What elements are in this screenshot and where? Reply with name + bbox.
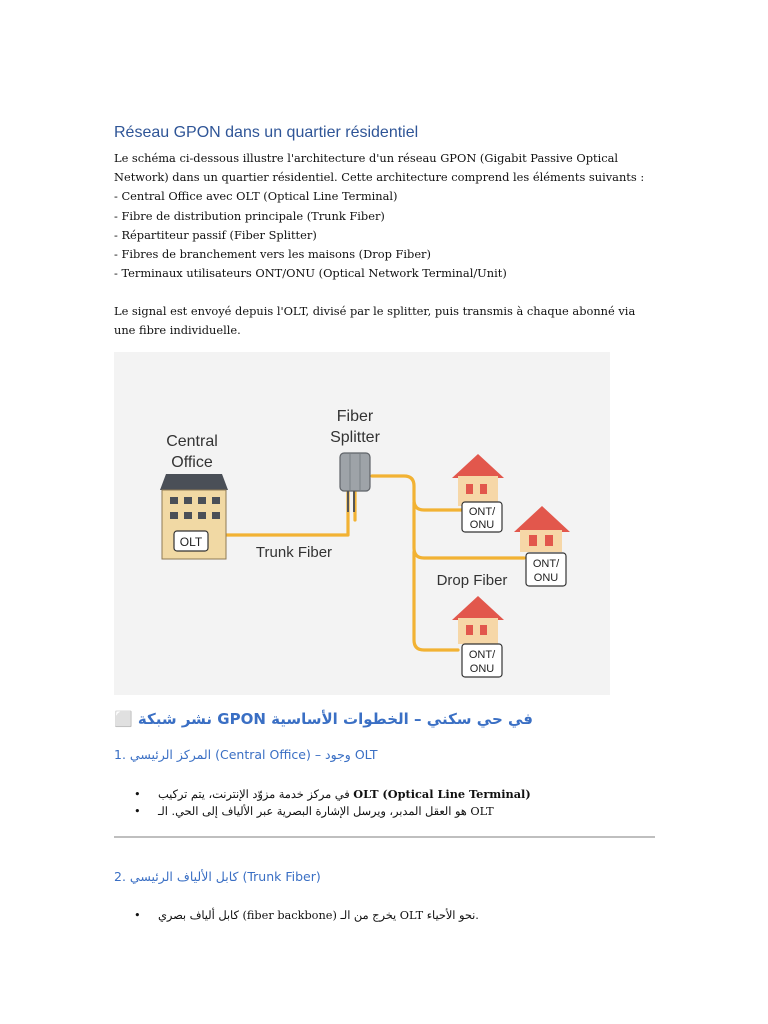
trunk-fiber-line <box>218 492 348 535</box>
intro-line: - Terminaux utilisateurs ONT/ONU (Optical Network Terminal/Unit) <box>114 266 507 281</box>
house-icon <box>514 506 570 586</box>
house-icon <box>452 596 504 677</box>
drop-fiber-label: Drop Fiber <box>436 572 508 589</box>
intro-line: - Central Office avec OLT (Optical Line Terminal) <box>114 189 398 204</box>
gpon-diagram <box>114 352 610 695</box>
bullet-text: هو العقل المدبر، ويرسل الإشارة البصرية عبر الألياف إلى الحي. الـ OLT <box>158 805 494 818</box>
central-office-label-line1: Central <box>166 433 218 450</box>
fiber-splitter-icon <box>340 453 370 512</box>
signal-line: Le signal est envoyé depuis l'OLT, divisé par le splitter, puis transmis à chaque abonné via <box>114 304 636 318</box>
ont-label-line1: ONT/ <box>468 649 496 661</box>
bullet-dot: • <box>134 805 141 818</box>
list-item <box>134 803 494 820</box>
bullet-dot: • <box>134 788 141 801</box>
bullet-bold-text: OLT (Optical Line Terminal) <box>353 787 531 801</box>
intro-line: - Répartiteur passif (Fiber Splitter) <box>114 227 317 242</box>
house-icon <box>452 454 504 532</box>
gpon-diagram-svg <box>114 352 610 695</box>
olt-label: OLT <box>179 535 203 549</box>
splitter-label-line2: Splitter <box>330 429 380 446</box>
horizontal-divider <box>114 836 655 838</box>
intro-paragraph <box>114 149 659 283</box>
central-office-building <box>160 474 228 559</box>
splitter-label-line1: Fiber <box>336 408 374 425</box>
intro-line: Network) dans un quartier résidentiel. Cette architecture comprend les éléments suivants : <box>114 170 645 185</box>
intro-line: - Fibre de distribution principale (Trunk Fiber) <box>114 208 385 223</box>
intro-line: - Fibres de branchement vers les maisons (Drop Fiber) <box>114 247 431 262</box>
signal-paragraph <box>114 302 659 340</box>
ont-label-line2: ONU <box>469 663 495 675</box>
drop-fiber-line-1 <box>372 476 464 510</box>
ont-label-line1: ONT/ <box>468 506 496 518</box>
ont-label-line1: ONT/ <box>532 558 560 570</box>
ont-label-line2: ONU <box>533 572 559 584</box>
ont-label-line2: ONU <box>469 519 495 531</box>
arabic-subheading-1: 1. المركز الرئيسي (Central Office) – وجود OLT <box>114 747 378 762</box>
signal-line: une fibre individuelle. <box>114 323 241 338</box>
trunk-fiber-label: Trunk Fiber <box>255 544 333 561</box>
intro-line: Le schéma ci-dessous illustre l'architecture d'un réseau GPON (Gigabit Passive Optical <box>114 151 619 165</box>
bullet-text: في مركز خدمة مزوّد الإنترنت، يتم تركيب <box>158 788 354 801</box>
bullet-text: كابل ألياف بصري (fiber backbone) يخرج من الـ OLT نحو الأحياء. <box>158 909 479 922</box>
arabic-subheading-2: 2. كابل الألياف الرئيسي (Trunk Fiber) <box>114 869 321 884</box>
drop-fiber-line-3 <box>414 552 458 650</box>
bullet-dot: • <box>134 909 141 922</box>
list-item <box>134 907 479 924</box>
central-office-label-line2: Office <box>171 454 213 471</box>
arabic-section-heading: ⬜ نشر شبكة GPON في حي سكني – الخطوات الأساسية <box>114 710 533 728</box>
document-title: Réseau GPON dans un quartier résidentiel <box>114 124 419 141</box>
list-item <box>134 786 531 803</box>
